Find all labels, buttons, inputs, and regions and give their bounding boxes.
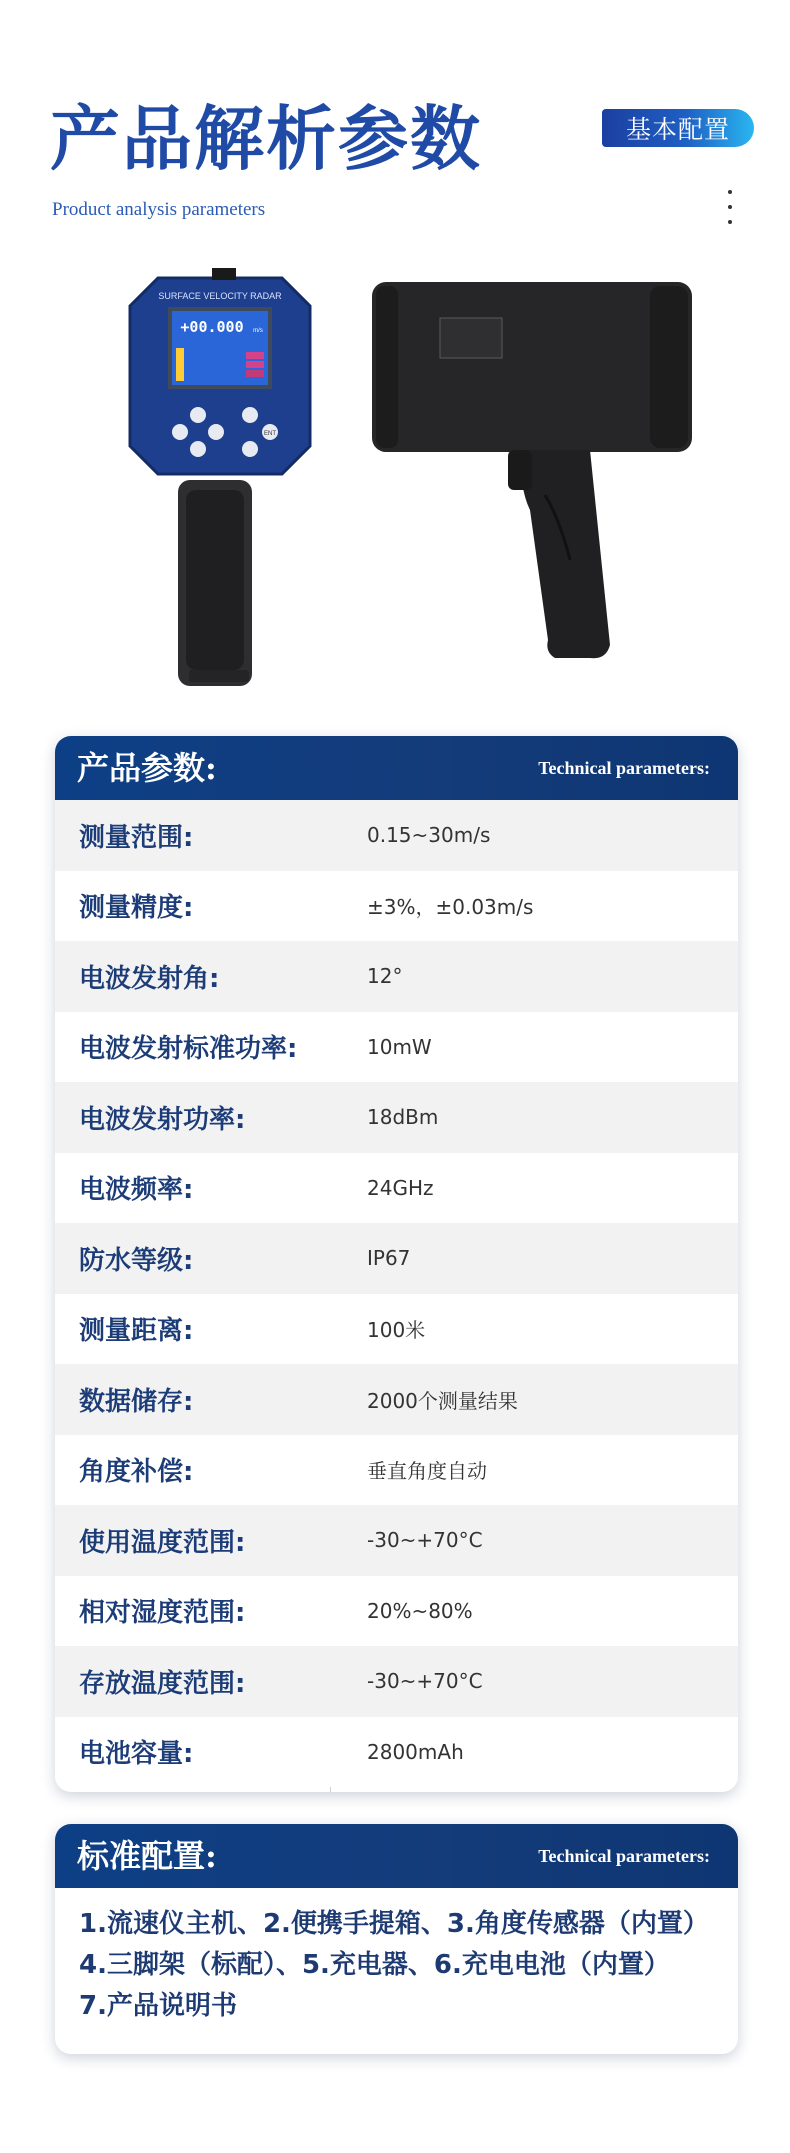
spec-value: 12° <box>367 964 403 989</box>
screen-reading: +00.000 <box>180 318 244 336</box>
page-subtitle: Product analysis parameters <box>52 199 266 220</box>
basic-config-badge: 基本配置 <box>602 109 754 147</box>
panel-label: SURFACE VELOCITY RADAR <box>158 291 282 301</box>
product-illustration <box>0 260 790 690</box>
spec-value: 24GHz <box>367 1175 434 1200</box>
spec-row <box>55 800 738 871</box>
spec-label: 相对湿度范围: <box>79 1598 246 1629</box>
spec-value: 0.15~30m/s <box>367 823 491 848</box>
spec-row <box>55 1646 738 1717</box>
spec-label: 存放温度范围: <box>79 1668 246 1699</box>
radar-side-view <box>372 282 692 658</box>
spec-value: 20%~80% <box>367 1598 473 1623</box>
config-header <box>55 1824 738 1888</box>
product-images <box>0 260 790 690</box>
spec-value: 2000个测量结果 <box>367 1388 518 1413</box>
config-subtitle: Technical parameters: <box>538 1846 710 1866</box>
spec-label: 测量范围: <box>79 822 194 853</box>
spec-row <box>55 1717 738 1788</box>
spec-label: 电波发射标准功率: <box>79 1034 298 1065</box>
spec-row <box>55 1012 738 1083</box>
specs-title: 产品参数: <box>77 749 217 787</box>
specs-subtitle: Technical parameters: <box>538 758 710 778</box>
config-title: 标准配置: <box>77 1837 217 1875</box>
spec-row <box>55 1505 738 1576</box>
spec-value: ±3%，±0.03m/s <box>367 895 534 920</box>
ent-button-label: ENT <box>264 431 276 437</box>
spec-value: 2800mAh <box>367 1739 464 1764</box>
spec-row <box>55 1364 738 1435</box>
config-card <box>55 1824 738 2054</box>
config-line: 4.三脚架（标配）、5.充电器、6.充电电池（内置） <box>79 1950 670 1980</box>
page-title: 产品解析参数 <box>50 97 482 180</box>
spec-value: 垂直角度自动 <box>367 1459 487 1484</box>
radar-front-view <box>130 268 310 686</box>
spec-value: 18dBm <box>367 1105 439 1130</box>
spec-value: IP67 <box>367 1246 411 1271</box>
spec-row <box>55 1153 738 1224</box>
config-list <box>55 1888 738 2027</box>
spec-label: 电波发射角: <box>79 963 220 994</box>
spec-label: 电波发射功率: <box>79 1104 246 1135</box>
config-line: 7.产品说明书 <box>79 1991 237 2021</box>
spec-value: 10mW <box>367 1034 432 1059</box>
specs-card <box>55 736 738 1792</box>
spec-value: -30~+70°C <box>367 1669 483 1694</box>
spec-row <box>55 1576 738 1647</box>
spec-label: 角度补偿: <box>79 1457 194 1488</box>
screen-unit: m/s <box>253 328 263 334</box>
spec-row <box>55 1082 738 1153</box>
spec-value: 100米 <box>367 1318 426 1343</box>
spec-row <box>55 1223 738 1294</box>
config-line: 1.流速仪主机、2.便携手提箱、3.角度传感器（内置） <box>79 1909 709 1939</box>
spec-row <box>55 871 738 942</box>
spec-label: 电波频率: <box>79 1175 194 1206</box>
spec-row <box>55 941 738 1012</box>
spec-label: 防水等级: <box>79 1245 194 1276</box>
spec-label: 测量距离: <box>79 1316 194 1347</box>
spec-label: 测量精度: <box>79 893 194 924</box>
spec-value: -30~+70°C <box>367 1528 483 1553</box>
spec-row <box>55 1294 738 1365</box>
spec-row <box>55 1435 738 1506</box>
more-menu-icon[interactable] <box>722 190 738 224</box>
spec-label: 电池容量: <box>79 1739 194 1770</box>
specs-header <box>55 736 738 800</box>
spec-label: 使用温度范围: <box>79 1527 246 1558</box>
spec-label: 数据储存: <box>79 1386 194 1417</box>
